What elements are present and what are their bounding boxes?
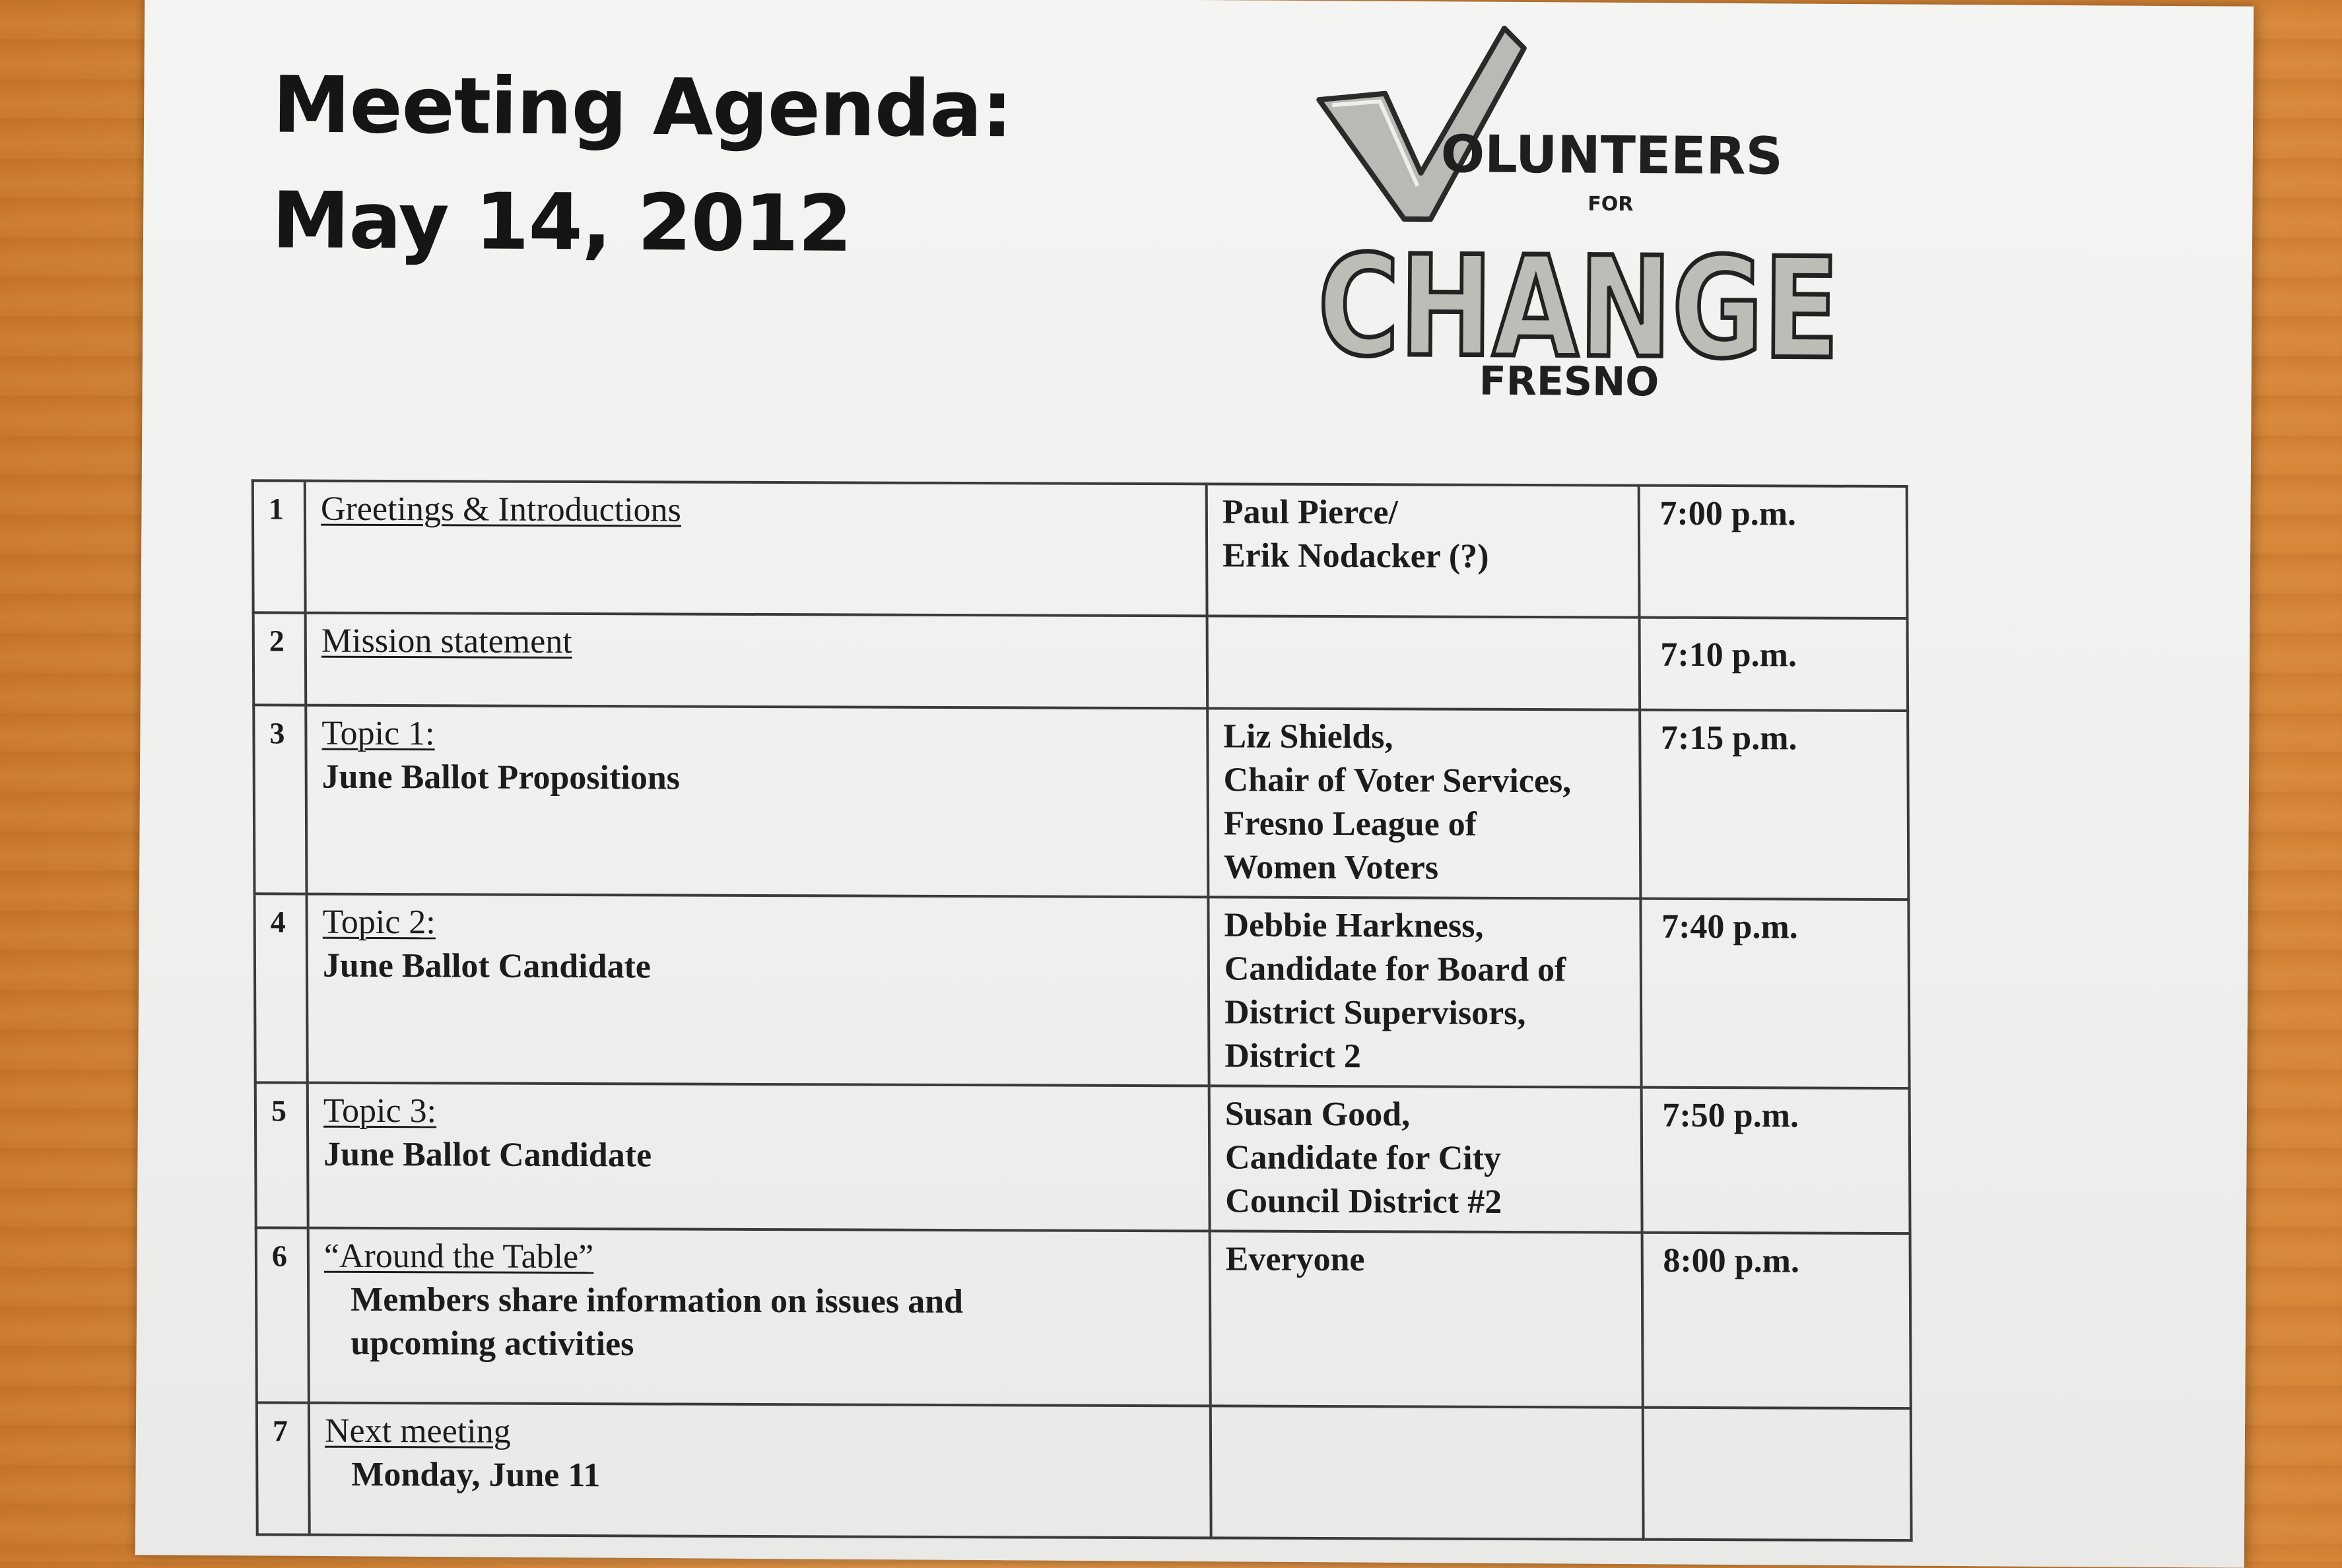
row-item-subtitle: June Ballot Candidate — [322, 946, 652, 986]
table-row — [253, 705, 1908, 899]
presenter-line: Candidate for City — [1224, 1138, 1502, 1177]
row-time-value: 7:40 p.m. — [1661, 907, 1798, 946]
row-time — [1639, 618, 1908, 711]
row-number: 7 — [257, 1402, 310, 1534]
row-item-title: Topic 3: — [323, 1092, 437, 1130]
row-time-value: 7:15 p.m. — [1660, 719, 1797, 758]
table-row — [253, 612, 1908, 711]
presenter-line: Erik Nodacker (?) — [1222, 537, 1489, 575]
row-number: 2 — [253, 612, 306, 705]
row-number: 4 — [255, 894, 308, 1082]
row-item-subtitle: June Ballot Candidate — [323, 1135, 652, 1175]
row-presenter — [1207, 708, 1640, 898]
presenter-line: Susan Good, — [1224, 1095, 1411, 1134]
checkmark-v-icon — [1318, 27, 1524, 220]
logo-word-for: FOR — [1588, 192, 1634, 216]
page-title — [272, 47, 1013, 282]
row-time — [1638, 486, 1907, 618]
row-number: 5 — [255, 1082, 308, 1227]
presenter-line: Paul Pierce/ — [1222, 493, 1399, 532]
presenter-line: Council District #2 — [1225, 1182, 1502, 1221]
row-time — [1640, 710, 1909, 899]
table-row — [255, 1082, 1910, 1233]
row-time — [1641, 1088, 1910, 1233]
row-item-subtitle: Members share information on issues and — [351, 1280, 964, 1321]
row-item-title: Topic 1: — [321, 714, 435, 753]
row-item — [309, 1403, 1211, 1538]
row-time-value: 8:00 p.m. — [1663, 1241, 1800, 1280]
presenter-line: Chair of Voter Services, — [1223, 761, 1572, 800]
table-row — [255, 894, 1910, 1088]
volunteers-for-change-logo — [1304, 20, 1887, 407]
presenter-line: Debbie Harkness, — [1224, 906, 1484, 945]
agenda-table — [251, 479, 1913, 1542]
row-item — [307, 894, 1209, 1086]
logo-word-change: CHANGE — [1317, 225, 1888, 391]
row-item-subtitle: upcoming activities — [351, 1324, 634, 1363]
presenter-line: Candidate for Board of — [1224, 950, 1566, 989]
presenter-line: District 2 — [1224, 1037, 1361, 1076]
row-item — [306, 705, 1208, 898]
row-time-value: 7:00 p.m. — [1659, 494, 1797, 533]
row-presenter — [1207, 616, 1639, 709]
logo-word-volunteers: OLUNTEERS — [1440, 125, 1783, 187]
row-item-title: Greetings & Introductions — [320, 490, 681, 529]
row-item-title: Mission statement — [321, 622, 572, 661]
agenda-paper — [135, 0, 2254, 1568]
table-row — [253, 480, 1908, 618]
title-line-2: May 14, 2012 — [271, 174, 852, 269]
logo-graphic — [1304, 20, 1887, 407]
row-item — [305, 481, 1207, 616]
table-row — [256, 1227, 1911, 1408]
row-item-title: “Around the Table” — [323, 1237, 594, 1276]
row-item-subtitle: June Ballot Propositions — [321, 758, 681, 797]
row-time-value: 7:10 p.m. — [1660, 636, 1797, 674]
presenter-line: Everyone — [1225, 1240, 1365, 1279]
row-number: 6 — [256, 1227, 309, 1402]
row-presenter — [1210, 1231, 1643, 1407]
row-time — [1640, 899, 1910, 1088]
row-time-value: 7:50 p.m. — [1662, 1096, 1799, 1135]
row-item-title: Next meeting — [324, 1412, 511, 1451]
row-item-title: Topic 2: — [322, 903, 436, 942]
logo-word-fresno: FRESNO — [1479, 358, 1659, 406]
presenter-line: District Supervisors, — [1224, 993, 1526, 1033]
row-number: 3 — [253, 705, 306, 894]
row-time-value — [1658, 1414, 1896, 1415]
presenter-line: Women Voters — [1223, 848, 1439, 887]
presenter-line: Liz Shields, — [1223, 717, 1393, 756]
row-presenter — [1209, 1086, 1642, 1232]
row-time — [1642, 1408, 1911, 1540]
row-item — [308, 1228, 1211, 1406]
row-presenter — [1208, 897, 1641, 1087]
row-presenter — [1211, 1406, 1644, 1539]
title-line-1: Meeting Agenda: — [272, 59, 1013, 155]
row-item — [308, 1083, 1210, 1231]
row-time — [1642, 1233, 1911, 1408]
agenda-table-body — [253, 480, 1912, 1540]
presenter-line: Fresno League of — [1223, 804, 1477, 843]
table-row — [257, 1402, 1912, 1540]
row-item-subtitle: Monday, June 11 — [351, 1455, 601, 1495]
row-number: 1 — [253, 480, 306, 612]
row-item — [306, 613, 1207, 709]
row-presenter — [1207, 484, 1640, 617]
